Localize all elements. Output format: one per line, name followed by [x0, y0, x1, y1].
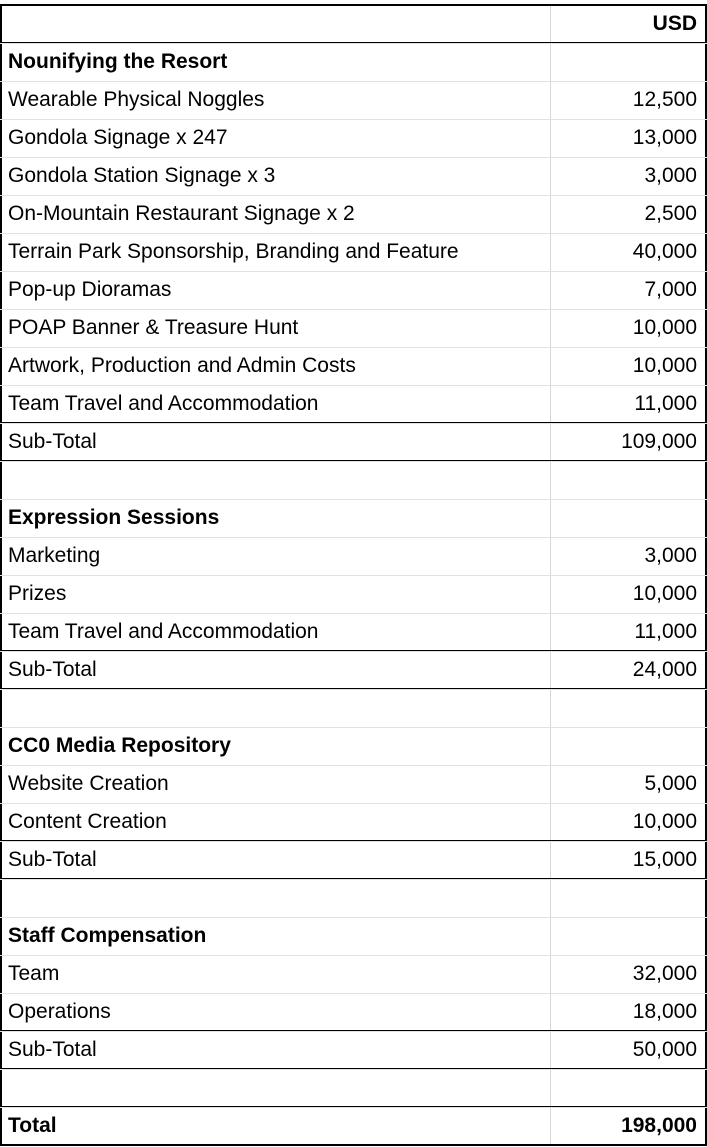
table-row-value: 10,000 [632, 810, 697, 833]
total-row [0, 1107, 707, 1145]
table-row [0, 993, 707, 1031]
header-row-value: USD [652, 12, 697, 35]
table-row-value: 11,000 [634, 392, 697, 415]
subtotal-row-value: 109,000 [621, 430, 697, 453]
subtotal-row-top-border [0, 423, 707, 424]
table-row-value: 3,000 [644, 164, 697, 187]
table-row-value: 7,000 [644, 278, 697, 301]
section-title-label: Staff Compensation [8, 924, 207, 947]
table-row [0, 385, 707, 423]
table-row-label: Prizes [8, 582, 67, 605]
table-row [0, 157, 707, 195]
spacer-row [0, 879, 707, 917]
table-row-label: Website Creation [8, 772, 169, 795]
section-title [0, 917, 707, 955]
subtotal-row-value: 24,000 [632, 658, 697, 681]
subtotal-row [0, 651, 707, 689]
spacer-row-top-border [0, 1069, 707, 1070]
section-title-top-border [0, 727, 707, 728]
spacer-row-label [8, 1069, 548, 1107]
total-row-bottom-border [0, 1144, 707, 1146]
table-row-label: Gondola Station Signage x 3 [8, 164, 276, 187]
subtotal-row-label: Sub-Total [8, 1038, 97, 1061]
table-row-value: 2,500 [644, 202, 697, 225]
section-title-label: Nounifying the Resort [8, 50, 228, 73]
table-row-value: 10,000 [632, 354, 697, 377]
subtotal-row [0, 1031, 707, 1069]
section-title [0, 43, 707, 81]
total-row-label: Total [8, 1114, 57, 1137]
total-row-top-border [0, 1107, 707, 1108]
table-row-label: Marketing [8, 544, 101, 567]
section-title-label: CC0 Media Repository [8, 734, 231, 757]
table-row-top-border [0, 157, 707, 158]
section-title-top-border [0, 43, 707, 44]
spacer-row-label [8, 879, 548, 917]
table-row-label: On-Mountain Restaurant Signage x 2 [8, 202, 355, 225]
table-row-top-border [0, 271, 707, 272]
section-title-top-border [0, 917, 707, 918]
spacer-row [0, 689, 707, 727]
subtotal-row-top-border [0, 1031, 707, 1032]
table-row-top-border [0, 309, 707, 310]
table-row-label: Content Creation [8, 810, 167, 833]
table-row-value: 40,000 [632, 240, 697, 263]
table-row-value: 10,000 [632, 582, 697, 605]
table-row-value: 13,000 [632, 126, 697, 149]
subtotal-row [0, 423, 707, 461]
table-row [0, 233, 707, 271]
section-title-value [553, 727, 697, 765]
section-title-value [553, 499, 697, 537]
table-row-value: 18,000 [632, 1000, 697, 1023]
header-row-top-border [0, 4, 707, 6]
table-row [0, 803, 707, 841]
table-row-value: 5,000 [644, 772, 697, 795]
table-row [0, 81, 707, 119]
subtotal-row-label: Sub-Total [8, 658, 97, 681]
table-row [0, 309, 707, 347]
table-row-label: Wearable Physical Noggles [8, 88, 265, 111]
table-row [0, 271, 707, 309]
table-row-label: Pop-up Dioramas [8, 278, 172, 301]
section-title-label: Expression Sessions [8, 506, 220, 529]
table-row-top-border [0, 347, 707, 348]
table-row-label: Operations [8, 1000, 111, 1023]
table-row-top-border [0, 195, 707, 196]
section-title-value [553, 43, 697, 81]
subtotal-row-label: Sub-Total [8, 848, 97, 871]
table-row-label: Terrain Park Sponsorship, Branding and Feature [8, 240, 459, 263]
table-row-top-border [0, 81, 707, 82]
subtotal-row-value: 50,000 [632, 1038, 697, 1061]
spacer-row-top-border [0, 689, 707, 690]
spacer-row-top-border [0, 879, 707, 880]
subtotal-row-value: 15,000 [632, 848, 697, 871]
table-row [0, 575, 707, 613]
spacer-row-value [553, 461, 697, 499]
spacer-row-value [553, 879, 697, 917]
table-row-value: 32,000 [632, 962, 697, 985]
table-row-top-border [0, 993, 707, 994]
table-row-top-border [0, 765, 707, 766]
table-row-top-border [0, 537, 707, 538]
section-title [0, 727, 707, 765]
table-row [0, 537, 707, 575]
subtotal-row [0, 841, 707, 879]
table-row-top-border [0, 119, 707, 120]
table-row-top-border [0, 233, 707, 234]
spacer-row [0, 1069, 707, 1107]
table-row-label: Team Travel and Accommodation [8, 392, 319, 415]
section-title-top-border [0, 499, 707, 500]
table-row-top-border [0, 803, 707, 804]
table-row [0, 955, 707, 993]
table-row-label: Gondola Signage x 247 [8, 126, 228, 149]
spacer-row-label [8, 461, 548, 499]
table-row [0, 765, 707, 803]
table-row-top-border [0, 385, 707, 386]
table-row-label: Team Travel and Accommodation [8, 620, 319, 643]
table-row [0, 119, 707, 157]
section-title-value [553, 917, 697, 955]
header-row-label [8, 5, 548, 43]
total-row-value: 198,000 [621, 1114, 697, 1137]
table-row-top-border [0, 613, 707, 614]
spacer-row-value [553, 689, 697, 727]
table-row [0, 613, 707, 651]
table-row-value: 10,000 [632, 316, 697, 339]
subtotal-row-top-border [0, 651, 707, 652]
spacer-row-top-border [0, 461, 707, 462]
table-row-value: 12,500 [632, 88, 697, 111]
table-row [0, 347, 707, 385]
table-row-label: Artwork, Production and Admin Costs [8, 354, 356, 377]
subtotal-row-top-border [0, 841, 707, 842]
table-row-label: POAP Banner & Treasure Hunt [8, 316, 299, 339]
table-row-top-border [0, 955, 707, 956]
subtotal-row-label: Sub-Total [8, 430, 97, 453]
table-row [0, 195, 707, 233]
table-row-value: 11,000 [634, 620, 697, 643]
section-title [0, 499, 707, 537]
spacer-row-label [8, 689, 548, 727]
spacer-row [0, 461, 707, 499]
header-row [0, 5, 707, 43]
table-row-label: Team [8, 962, 60, 985]
spacer-row-value [553, 1069, 697, 1107]
table-row-top-border [0, 575, 707, 576]
table-row-value: 3,000 [644, 544, 697, 567]
